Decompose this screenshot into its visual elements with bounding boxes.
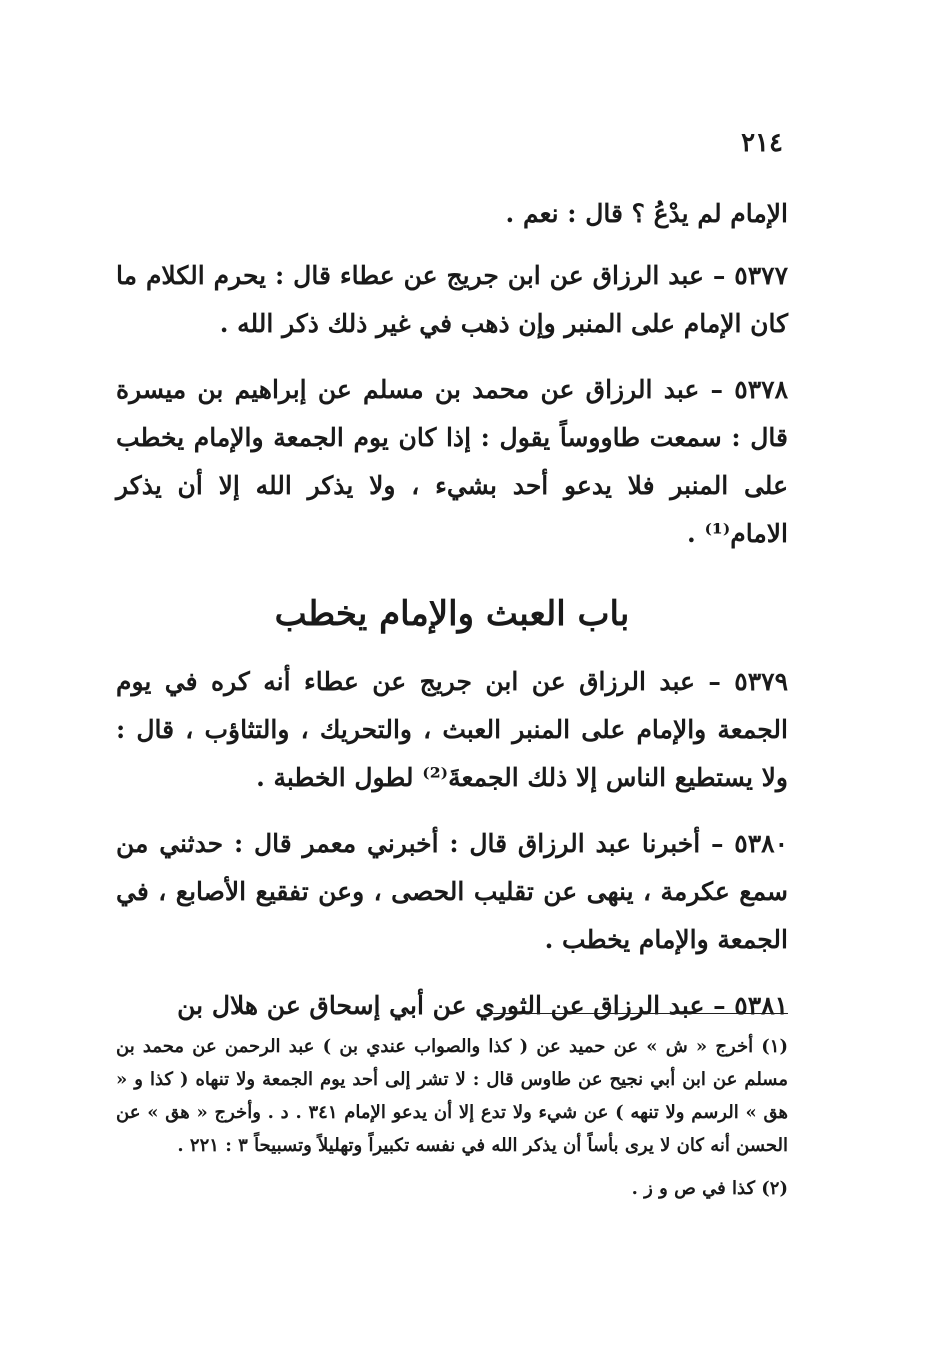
- footnote-2: (٢) كذا في ص و ز .: [631, 1178, 788, 1199]
- footnotes: [116, 1030, 788, 1215]
- footnote-divider: [488, 1013, 788, 1014]
- paragraph-5378: ٥٣٧٨ – عبد الرزاق عن محمد بن مسلم عن إبراهيم بن ميسرة قال : سمعت طاووساً يقول : إذا كان يوم الجمعة والإمام يخطب على المنبر فلا يدعو أحد بشيء ، ولا يذكر الله إلا أن يذكر الامام⁽¹⁾ .: [116, 375, 788, 548]
- paragraph-continuation: الإمام لم يدْعُ ؟ قال : نعم .: [505, 199, 788, 228]
- paragraph-5377: ٥٣٧٧ – عبد الرزاق عن ابن جريج عن عطاء قال : يحرم الكلام ما كان الإمام على المنبر وإن ذهب في غير ذلك ذكر الله .: [116, 261, 788, 338]
- main-text: [116, 190, 788, 1048]
- section-heading: باب العبث والإمام يخطب: [274, 594, 630, 634]
- paragraph-5379: ٥٣٧٩ – عبد الرزاق عن ابن جريج عن عطاء أنه كره في يوم الجمعة والإمام على المنبر العبث ، والتحريك ، والتثاؤب ، قال : ولا يستطيع الناس إلا ذلك الجمعةَ⁽²⁾ لطول الخطبة .: [116, 667, 788, 792]
- paragraph-5381: ٥٣٨١ – عبد الرزاق عن الثوري عن أبي إسحاق عن هلال بن: [177, 991, 788, 1020]
- page-number: ٢١٤: [741, 128, 783, 158]
- paragraph-5380: ٥٣٨٠ – أخبرنا عبد الرزاق قال : أخبرني معمر قال : حدثني من سمع عكرمة ، ينهى عن تقليب الحصى ، وعن تفقيع الأصابع ، في الجمعة والإمام يخطب .: [116, 829, 788, 954]
- footnote-1: (١) أخرج « ش » عن حميد عن ( كذا والصواب عندي بن ) عبد الرحمن عن محمد بن مسلم عن ابن أبي نجيح عن طاوس قال : لا تشر إلى أحد يوم الجمعة ولا تنهاه ( كذا و « هق » الرسم ولا تنهه ) عن شيء ولا تدع إلا أن يدعو الإمام ٣٤١ . د . وأخرج « هق » عن الحسن أنه كان لا يرى بأساً أن يذكر الله في نفسه تكبيراً وتهليلاً وتسبيحاً ٣ : ٢٢١ .: [116, 1036, 789, 1156]
